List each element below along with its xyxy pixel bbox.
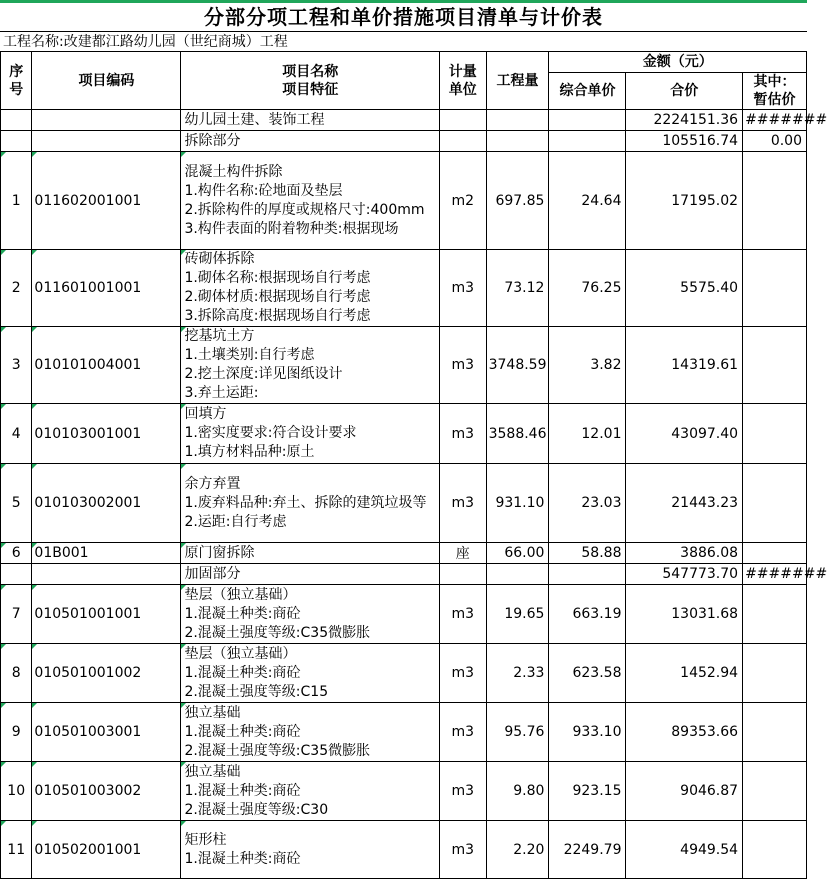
cell-code-text: 011602001001 (34, 192, 142, 209)
cell-code[interactable] (32, 543, 181, 564)
cell-unit-price[interactable] (549, 152, 626, 250)
cell-qty[interactable] (486, 762, 549, 821)
table-row (1, 644, 807, 703)
cell-total-text: 105516.74 (662, 133, 739, 149)
cell-qty[interactable] (486, 250, 549, 327)
cell-unit-price[interactable] (549, 762, 626, 821)
item-feature-line: 2.混凝土强度等级:C30 (184, 801, 329, 818)
cell-qty-text: 66.00 (504, 545, 545, 561)
cell-unit[interactable] (439, 762, 486, 821)
cell-unit-price[interactable] (549, 404, 626, 464)
cell-unit-price-text: 623.58 (572, 665, 622, 681)
cell-name-feature[interactable] (181, 110, 440, 131)
cell-total-text: 3886.08 (680, 545, 739, 561)
cell-code-text: 011601001001 (34, 280, 142, 296)
item-name: 加固部分 (184, 565, 241, 582)
table-row (1, 543, 807, 564)
cell-qty[interactable] (486, 110, 549, 131)
bill-table (0, 51, 827, 879)
cell-unit-text: m3 (451, 425, 475, 442)
cell-qty-text: 697.85 (495, 192, 545, 209)
cell-total[interactable] (626, 131, 743, 152)
cell-unit[interactable] (439, 464, 486, 543)
comment-marker-icon (32, 152, 37, 157)
cell-total[interactable] (626, 762, 743, 821)
comment-marker-icon (1, 703, 6, 708)
item-name: 幼儿园土建、装饰工程 (184, 111, 325, 128)
cell-unit-price[interactable] (549, 585, 626, 644)
cell-unit[interactable] (439, 131, 486, 152)
cell-total[interactable] (626, 327, 743, 404)
cell-unit-price-text: 58.88 (581, 545, 622, 561)
header-code[interactable]: 项目编码 (32, 52, 181, 110)
cell-total[interactable] (626, 585, 743, 644)
comment-marker-icon (181, 644, 186, 649)
table-row (1, 464, 807, 543)
cell-total-text: 43097.40 (671, 425, 739, 442)
sheet-title: 分部分项工程和单价措施项目清单与计价表 (204, 5, 603, 29)
item-feature-line: 1.填方材料品种:原土 (184, 444, 315, 460)
cell-seq-text: 5 (11, 495, 21, 511)
cell-unit-text: m3 (451, 724, 475, 740)
cell-unit[interactable] (439, 404, 486, 464)
cell-unit-price[interactable] (549, 327, 626, 404)
table-row (1, 250, 807, 327)
cell-name-feature[interactable] (181, 327, 440, 404)
item-feature-line: 2.挖土深度:详见图纸设计 (184, 366, 343, 382)
cell-code[interactable] (32, 644, 181, 703)
cell-code-text: 010103001001 (34, 425, 142, 442)
cell-name-feature[interactable] (181, 644, 440, 703)
item-feature-line: 1.混凝土种类:商砼 (184, 605, 301, 622)
cell-qty-text: 2.33 (513, 665, 545, 681)
comment-marker-icon (1, 821, 6, 826)
item-name: 垫层（独立基础） (184, 645, 297, 662)
cell-total[interactable] (626, 543, 743, 564)
cell-seq[interactable] (1, 564, 32, 585)
cell-qty-text: 931.10 (495, 495, 545, 511)
comment-marker-icon (181, 464, 186, 469)
cell-unit-price[interactable] (549, 250, 626, 327)
cell-seq-text: 4 (11, 425, 21, 442)
cell-unit-price[interactable] (549, 644, 626, 703)
cell-code[interactable] (32, 152, 181, 250)
cell-total-text: 1452.94 (680, 665, 739, 681)
header-unit-price[interactable]: 综合单价 (549, 73, 626, 110)
cell-unit-price-text: 663.19 (572, 606, 622, 622)
comment-marker-icon (32, 703, 37, 708)
cell-total-text: 21443.23 (671, 495, 739, 511)
table-row (1, 327, 807, 404)
section-row (1, 110, 807, 131)
cell-total[interactable] (626, 152, 743, 250)
cell-total[interactable] (626, 644, 743, 703)
comment-marker-icon (1, 152, 6, 157)
item-name: 原门窗拆除 (184, 544, 255, 561)
comment-marker-icon (1, 464, 6, 469)
cell-seq[interactable] (1, 250, 32, 327)
comment-marker-icon (32, 543, 37, 548)
cell-unit[interactable] (439, 821, 486, 879)
item-name: 拆除部分 (184, 132, 241, 149)
cell-code[interactable] (32, 585, 181, 644)
cell-unit-price-text: 24.64 (581, 192, 622, 209)
cell-seq[interactable] (1, 585, 32, 644)
cell-seq-text: 9 (11, 724, 21, 740)
item-name: 独立基础 (184, 763, 241, 780)
cell-name-feature[interactable] (181, 543, 440, 564)
cell-estimate[interactable] (743, 821, 807, 879)
comment-marker-icon (181, 327, 186, 332)
cell-qty[interactable] (486, 464, 549, 543)
cell-unit-text: m3 (451, 665, 475, 681)
cell-qty-text: 73.12 (504, 280, 545, 296)
cell-seq[interactable] (1, 543, 32, 564)
cell-total[interactable] (626, 250, 743, 327)
cell-estimate[interactable] (743, 110, 827, 131)
item-feature-line: 1.构件名称:砼地面及垫层 (184, 182, 343, 199)
item-feature-line: 2.运距:自行考虑 (184, 513, 287, 530)
cell-code[interactable] (32, 327, 181, 404)
comment-marker-icon (32, 327, 37, 332)
cell-code-text: 010501001002 (34, 665, 142, 681)
item-feature-line: 3.拆除高度:根据现场自行考虑 (184, 308, 371, 324)
cell-estimate[interactable] (743, 131, 807, 152)
cell-code[interactable] (32, 762, 181, 821)
cell-estimate-text: ####### (745, 566, 827, 582)
cell-code-text: 010101004001 (34, 357, 142, 373)
item-feature-line: 2.混凝土强度等级:C15 (184, 683, 329, 700)
item-feature-line: 2.混凝土强度等级:C35微膨胀 (184, 624, 371, 641)
header-amount[interactable]: 金额（元） (549, 52, 807, 73)
cell-estimate[interactable] (743, 327, 807, 404)
cell-seq-text: 11 (7, 841, 26, 858)
cell-name-feature[interactable] (181, 564, 440, 585)
comment-marker-icon (181, 543, 186, 548)
cell-total-text: 89353.66 (671, 724, 739, 740)
cell-code[interactable] (32, 110, 181, 131)
cell-qty-text: 2.20 (513, 841, 545, 858)
cell-estimate[interactable] (743, 703, 807, 762)
comment-marker-icon (32, 821, 37, 826)
cell-unit-text: m3 (451, 783, 475, 799)
cell-seq-text: 10 (7, 783, 26, 799)
comment-marker-icon (32, 404, 37, 409)
comment-marker-icon (1, 327, 6, 332)
cell-seq[interactable] (1, 327, 32, 404)
cell-code[interactable] (32, 464, 181, 543)
cell-seq[interactable] (1, 131, 32, 152)
cell-qty[interactable] (486, 644, 549, 703)
section-row (1, 131, 807, 152)
cell-unit[interactable] (439, 543, 486, 564)
cell-seq[interactable] (1, 152, 32, 250)
cell-code-text: 010501001001 (34, 606, 142, 622)
cell-unit[interactable] (439, 703, 486, 762)
table-row (1, 404, 807, 464)
cell-qty-text: 19.65 (504, 606, 545, 622)
project-name-line: 工程名称:改建都江路幼儿园（世纪商城）工程 (0, 31, 807, 51)
comment-marker-icon (32, 644, 37, 649)
cell-unit[interactable] (439, 327, 486, 404)
comment-marker-icon (1, 404, 6, 409)
item-feature-line: 1.混凝土种类:商砼 (184, 782, 301, 799)
comment-marker-icon (181, 762, 186, 767)
cell-unit-text: m3 (451, 606, 475, 622)
cell-estimate-text: ####### (745, 112, 827, 128)
comment-marker-icon (32, 762, 37, 767)
cell-estimate[interactable] (743, 762, 807, 821)
item-feature-line: 1.混凝土种类:商砼 (184, 850, 301, 867)
cell-qty[interactable] (486, 404, 549, 464)
header-unit[interactable]: 计量 单位 (439, 52, 486, 110)
item-feature-line: 1.土壤类别:自行考虑 (184, 347, 315, 363)
cell-unit-price[interactable] (549, 543, 626, 564)
cell-unit-text: m3 (451, 280, 475, 296)
cell-seq[interactable] (1, 110, 32, 131)
cell-unit-text: 座 (455, 546, 470, 562)
cell-seq[interactable] (1, 703, 32, 762)
cell-total-text: 9046.87 (680, 783, 739, 799)
cell-unit-price-text: 23.03 (581, 495, 622, 511)
cell-seq-text: 2 (11, 280, 21, 296)
comment-marker-icon (181, 703, 186, 708)
cell-unit[interactable] (439, 152, 486, 250)
cell-estimate[interactable] (743, 464, 807, 543)
cell-code[interactable] (32, 564, 181, 585)
cell-name-feature[interactable] (181, 131, 440, 152)
cell-unit[interactable] (439, 110, 486, 131)
comment-marker-icon (181, 585, 186, 590)
comment-marker-icon (32, 585, 37, 590)
cell-seq[interactable] (1, 644, 32, 703)
item-feature-line: 1.混凝土种类:商砼 (184, 723, 301, 740)
item-name: 矩形柱 (184, 831, 227, 848)
item-feature-line: 1.废弃料品种:弃土、拆除的建筑垃圾等 (184, 494, 427, 511)
table-row (1, 703, 807, 762)
cell-unit[interactable] (439, 564, 486, 585)
cell-total-text: 547773.70 (662, 566, 739, 582)
cell-code[interactable] (32, 131, 181, 152)
cell-name-feature[interactable] (181, 152, 440, 250)
cell-unit-price-text: 2249.79 (563, 841, 622, 858)
item-name: 余方弃置 (184, 475, 241, 492)
item-name: 砖砌体拆除 (184, 251, 255, 267)
cell-unit[interactable] (439, 644, 486, 703)
cell-estimate[interactable] (743, 543, 807, 564)
cell-code-text: 010502001001 (34, 841, 142, 858)
cell-seq-text: 8 (11, 665, 21, 681)
cell-unit-price-text: 12.01 (581, 425, 622, 442)
cell-name-feature[interactable] (181, 464, 440, 543)
cell-name-feature[interactable] (181, 585, 440, 644)
cell-unit-price-text: 923.15 (572, 783, 622, 799)
cell-unit-text: m3 (451, 841, 475, 858)
comment-marker-icon (181, 152, 186, 157)
item-feature-line: 2.拆除构件的厚度或规格尺寸:400mm (184, 201, 425, 218)
cell-name-feature[interactable] (181, 762, 440, 821)
cell-qty[interactable] (486, 327, 549, 404)
comment-marker-icon (1, 644, 6, 649)
cell-total[interactable] (626, 703, 743, 762)
cell-unit-price-text: 3.82 (590, 357, 622, 373)
item-feature-line: 2.砌体材质:根据现场自行考虑 (184, 289, 371, 305)
cell-estimate[interactable] (743, 564, 827, 585)
item-feature-line: 2.混凝土强度等级:C35微膨胀 (184, 742, 371, 759)
cell-unit-price[interactable] (549, 821, 626, 879)
cell-unit-price[interactable] (549, 703, 626, 762)
item-feature-line: 3.构件表面的附着物种类:根据现场 (184, 220, 399, 237)
cell-total-text: 2224151.36 (653, 112, 739, 128)
cell-qty[interactable] (486, 543, 549, 564)
cell-seq-text: 7 (11, 606, 21, 622)
cell-qty[interactable] (486, 131, 549, 152)
comment-marker-icon (32, 464, 37, 469)
cell-unit-price[interactable] (549, 564, 626, 585)
cell-unit-price-text: 933.10 (572, 724, 622, 740)
cell-code-text: 01B001 (34, 545, 89, 561)
cell-unit-price[interactable] (549, 464, 626, 543)
cell-name-feature[interactable] (181, 703, 440, 762)
cell-qty[interactable] (486, 821, 549, 879)
cell-code[interactable] (32, 404, 181, 464)
cell-qty-text: 9.80 (513, 783, 545, 799)
cell-code-text: 010501003002 (34, 783, 142, 799)
cell-total-text: 4949.54 (680, 841, 739, 858)
comment-marker-icon (181, 404, 186, 409)
cell-total-text: 13031.68 (671, 606, 739, 622)
item-feature-line: 1.混凝土种类:商砼 (184, 664, 301, 681)
cell-unit-price[interactable] (549, 110, 626, 131)
table-row (1, 585, 807, 644)
item-name: 混凝土构件拆除 (184, 163, 283, 180)
comment-marker-icon (1, 250, 6, 255)
cell-total[interactable] (626, 564, 743, 585)
cell-qty[interactable] (486, 152, 549, 250)
cell-seq[interactable] (1, 762, 32, 821)
item-feature-line: 1.砌体名称:根据现场自行考虑 (184, 270, 371, 286)
cell-code[interactable] (32, 821, 181, 879)
section-row (1, 564, 807, 585)
cell-code[interactable] (32, 250, 181, 327)
cell-unit-text: m3 (451, 495, 475, 511)
cell-unit[interactable] (439, 250, 486, 327)
cell-qty-text: 95.76 (504, 724, 545, 740)
table-row (1, 152, 807, 250)
header-seq[interactable]: 序号 (1, 52, 32, 110)
cell-code-text: 010501003001 (34, 724, 142, 740)
cell-name-feature[interactable] (181, 821, 440, 879)
cell-unit-price-text: 76.25 (581, 280, 622, 296)
cell-estimate-text: 0.00 (770, 133, 802, 149)
cell-estimate[interactable] (743, 644, 807, 703)
cell-unit-price[interactable] (549, 131, 626, 152)
cell-unit[interactable] (439, 585, 486, 644)
cell-estimate[interactable] (743, 404, 807, 464)
cell-estimate[interactable] (743, 152, 807, 250)
cell-seq[interactable] (1, 464, 32, 543)
item-name: 回填方 (184, 406, 227, 422)
cell-qty[interactable] (486, 585, 549, 644)
cell-total[interactable] (626, 821, 743, 879)
cell-total[interactable] (626, 110, 743, 131)
cell-seq-text: 6 (11, 545, 21, 561)
cell-qty-text: 3588.46 (488, 425, 547, 442)
cell-total-text: 14319.61 (671, 357, 739, 373)
comment-marker-icon (181, 250, 186, 255)
item-name: 挖基坑土方 (184, 328, 255, 344)
comment-marker-icon (1, 585, 6, 590)
cell-qty[interactable] (486, 703, 549, 762)
cell-name-feature[interactable] (181, 404, 440, 464)
comment-marker-icon (1, 543, 6, 548)
cell-seq-text: 1 (11, 192, 21, 209)
header-name-feature[interactable]: 项目名称 项目特征 (181, 52, 440, 110)
cell-seq[interactable] (1, 821, 32, 879)
cell-unit-text: m3 (451, 357, 475, 373)
comment-marker-icon (1, 762, 6, 767)
header-estimate[interactable]: 其中： 暂估价 (743, 73, 807, 110)
cell-qty-text: 3748.59 (488, 357, 547, 373)
comment-marker-icon (181, 821, 186, 826)
cell-name-feature[interactable] (181, 250, 440, 327)
item-name: 垫层（独立基础） (184, 586, 297, 603)
cell-total-text: 5575.40 (680, 280, 739, 296)
cell-code-text: 010103002001 (34, 495, 142, 511)
header-qty[interactable]: 工程量 (486, 52, 549, 110)
table-row (1, 821, 807, 879)
cell-total[interactable] (626, 404, 743, 464)
cell-estimate[interactable] (743, 250, 807, 327)
item-feature-line: 3.弃土运距: (184, 385, 259, 401)
cell-code[interactable] (32, 703, 181, 762)
cell-estimate[interactable] (743, 585, 807, 644)
cell-total-text: 17195.02 (671, 192, 739, 209)
table-row (1, 762, 807, 821)
cell-unit-text: m2 (451, 192, 475, 209)
cell-seq[interactable] (1, 404, 32, 464)
cell-qty[interactable] (486, 564, 549, 585)
cell-total[interactable] (626, 464, 743, 543)
cell-seq-text: 3 (11, 357, 21, 373)
item-name: 独立基础 (184, 704, 241, 721)
header-total[interactable]: 合价 (626, 73, 743, 110)
item-feature-line: 1.密实度要求:符合设计要求 (184, 425, 357, 441)
comment-marker-icon (32, 250, 37, 255)
